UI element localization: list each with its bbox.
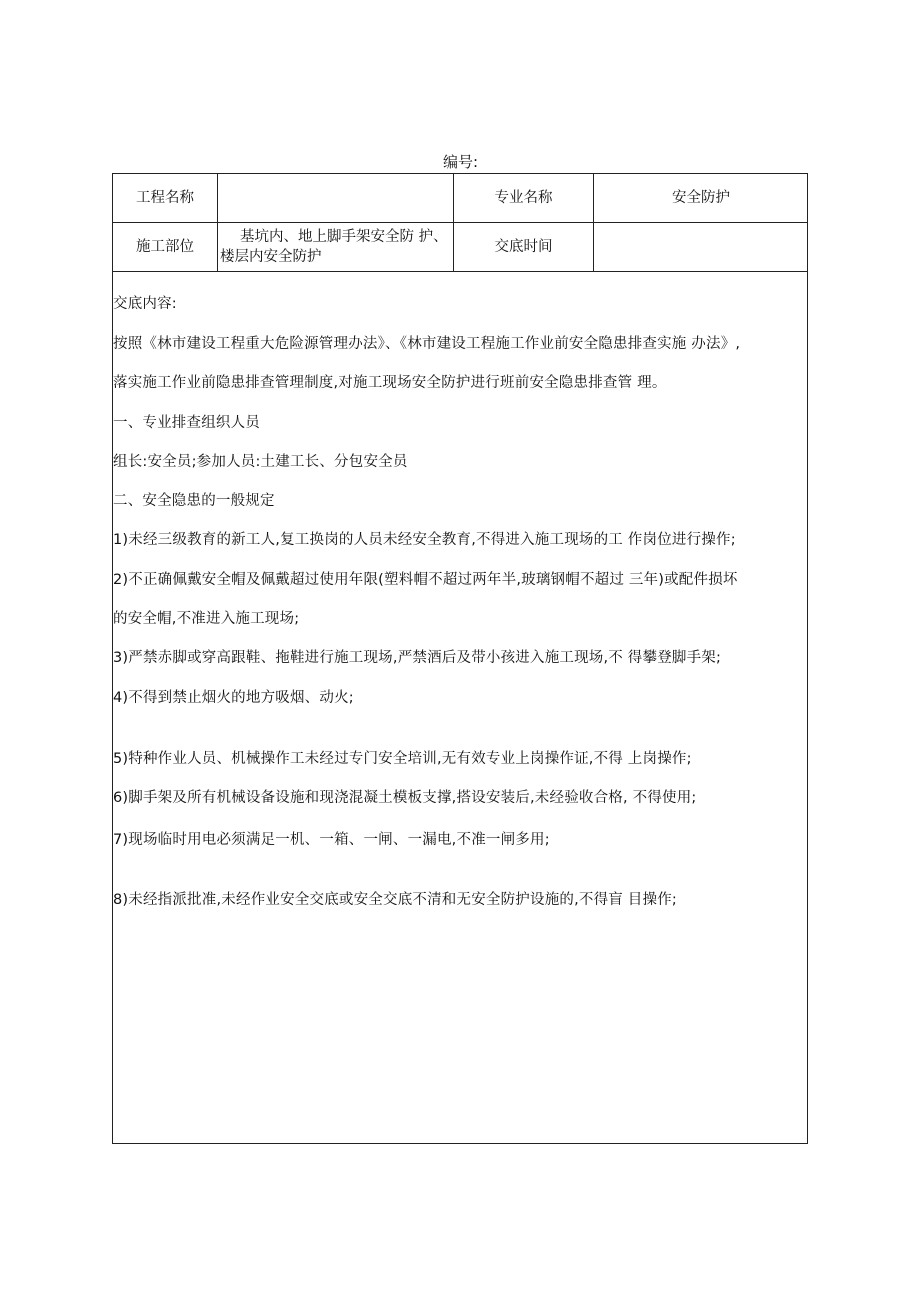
intro-line-1: 按照《林市建设工程重大危险源管理办法》、《林市建设工程施工作业前安全隐患排查实施 办法》, <box>113 336 741 352</box>
section-1-body: 组长:安全员;参加人员:土建工长、分包安全员 <box>113 454 408 470</box>
rule-2-line-1: 2)不正确佩戴安全帽及佩戴超过使用年限(塑料帽不超过两年半,玻璃钢帽不超过 三年)或配件损坏 <box>113 572 738 588</box>
location-value-line1: 基坑内、地上脚手架安全防 护、 <box>240 229 448 245</box>
safety-briefing-form <box>112 173 808 1144</box>
rule-4: 4)不得到禁止烟火的地方吸烟、动火; <box>113 690 354 706</box>
section-1-title: 一、专业排查组织人员 <box>113 415 260 431</box>
briefing-time-label: 交底时间 <box>494 239 553 255</box>
project-name-label: 工程名称 <box>136 190 194 206</box>
location-value <box>220 225 453 269</box>
rule-2-line-2: 的安全帽,不准进入施工现场; <box>113 611 300 627</box>
section-2-title: 二、安全隐患的一般规定 <box>113 493 275 509</box>
rule-6: 6)脚手架及所有机械设备设施和现浇混凝土模板支撑,搭设安装后,未经验收合格, 不得使用; <box>113 790 697 806</box>
specialty-label: 专业名称 <box>494 190 553 206</box>
location-value-line2: 楼层内安全防护 <box>220 249 322 265</box>
location-label: 施工部位 <box>136 239 194 255</box>
briefing-content-heading: 交底内容: <box>113 296 177 312</box>
project-name-value <box>218 174 453 222</box>
rule-7: 7)现场临时用电必须满足一机、一箱、一闸、一漏电,不准一闸多用; <box>113 832 550 848</box>
specialty-value: 安全防护 <box>672 190 730 206</box>
rule-8: 8)未经指派批准,未经作业安全交底或安全交底不清和无安全防护设施的,不得盲 目操作; <box>113 892 677 908</box>
row-divider-2 <box>113 271 807 272</box>
rule-3: 3)严禁赤脚或穿高跟鞋、拖鞋进行施工现场,严禁酒后及带小孩进入施工现场,不 得攀登脚手架; <box>113 650 722 666</box>
briefing-time-value <box>594 223 808 271</box>
serial-number-label: 编号: <box>443 153 479 171</box>
rule-1: 1)未经三级教育的新工人,复工换岗的人员未经安全教育,不得进入施工现场的工 作岗位进行操作; <box>113 532 736 548</box>
rule-5: 5)特种作业人员、机械操作工未经过专门安全培训,无有效专业上岗操作证,不得 上岗操作; <box>113 751 692 767</box>
intro-line-2: 落实施工作业前隐患排查管理制度,对施工现场安全防护进行班前安全隐患排查管 理。 <box>113 375 667 391</box>
